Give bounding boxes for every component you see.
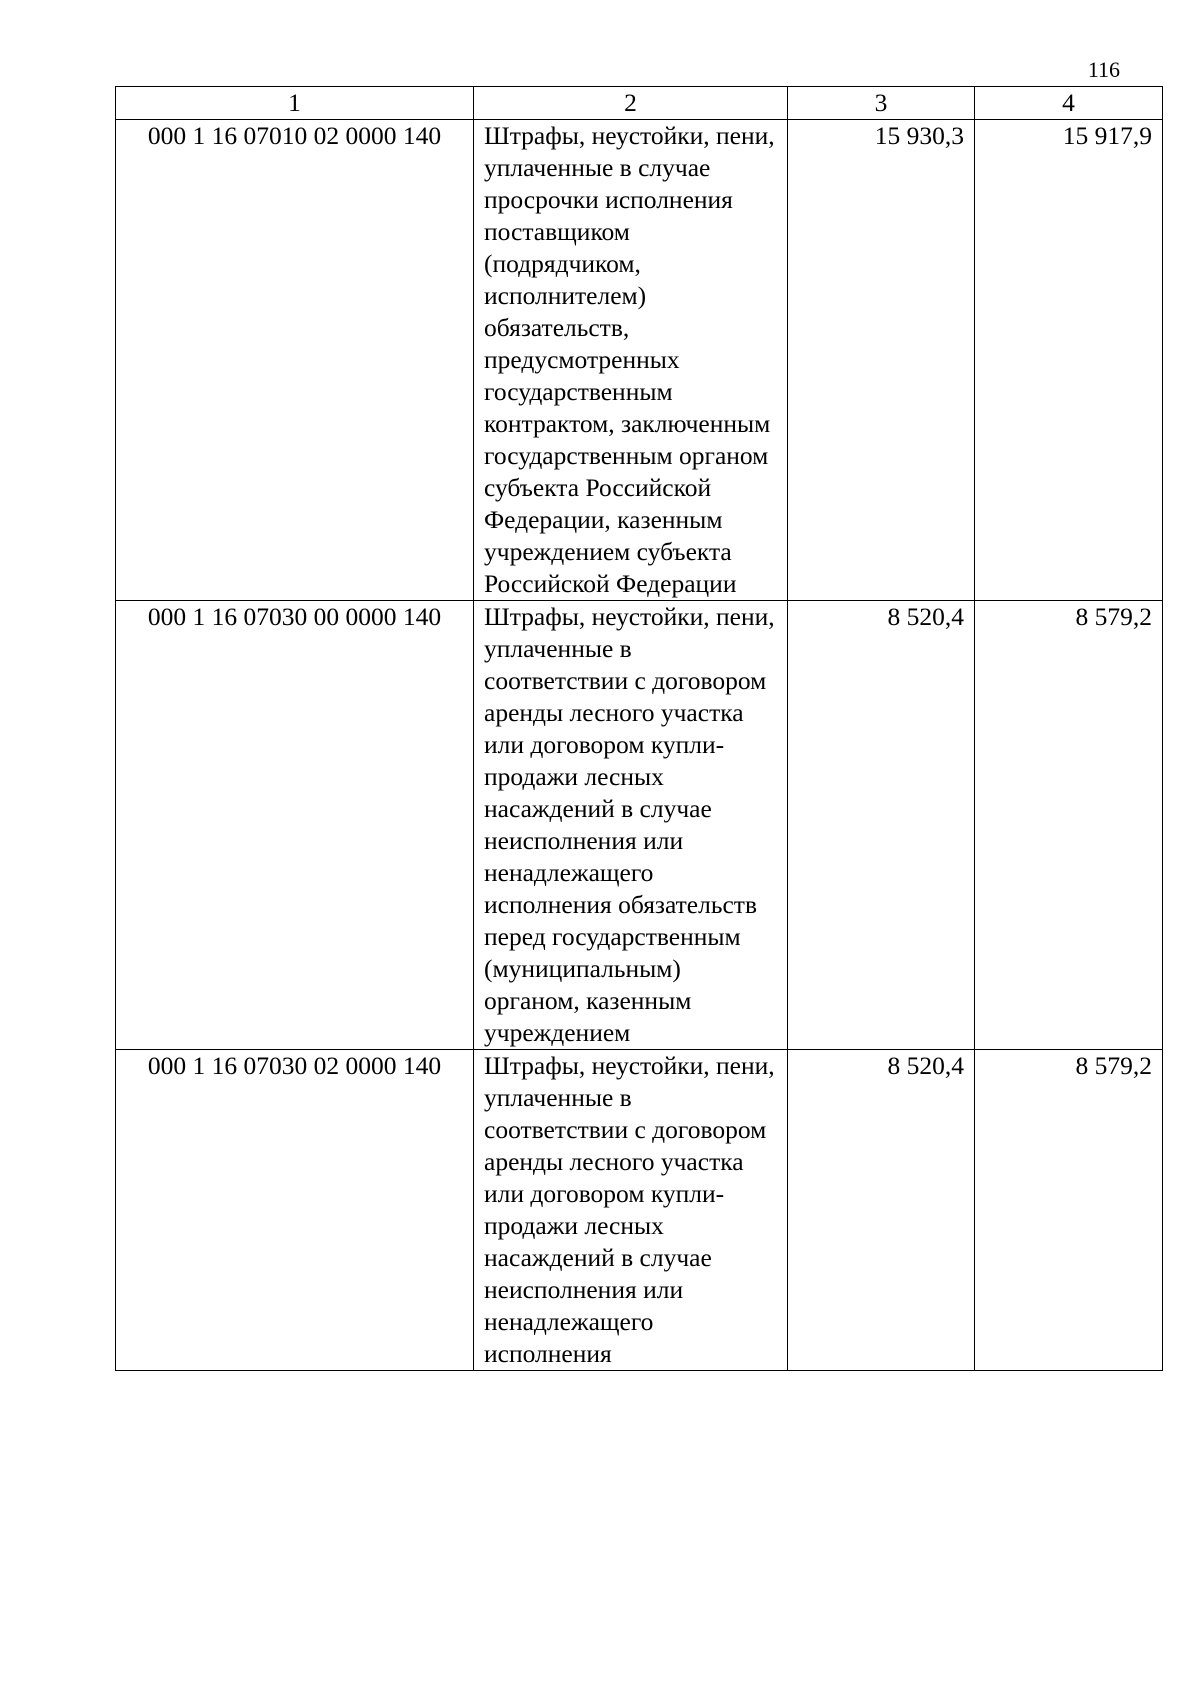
budget-table (115, 86, 1163, 1371)
income-name-cell: Штрафы, неустойки, пени, уплаченные в соответствии с договором аренды лесного участка или договором купли-продажи лесных насаждений в случае неисполнения или ненадлежащего исполнения обязательств перед государственным (муниципальным) органом, казенным учреждением (474, 601, 788, 1050)
table-row (116, 120, 1163, 601)
amount-col4-cell: 15 917,9 (975, 120, 1163, 601)
column-header-1: 1 (116, 87, 474, 120)
column-header-2: 2 (474, 87, 788, 120)
column-header-4: 4 (975, 87, 1163, 120)
amount-col3-cell: 8 520,4 (788, 601, 975, 1050)
table-row (116, 1050, 1163, 1371)
income-name-cell: Штрафы, неустойки, пени, уплаченные в соответствии с договором аренды лесного участка или договором купли-продажи лесных насаждений в случае неисполнения или ненадлежащего исполнения (474, 1050, 788, 1371)
table-row (116, 601, 1163, 1050)
budget-code-cell: 000 1 16 07030 02 0000 140 (116, 1050, 474, 1371)
page-number: 116 (1087, 57, 1120, 82)
amount-col3-cell: 8 520,4 (788, 1050, 975, 1371)
budget-code-cell: 000 1 16 07030 00 0000 140 (116, 601, 474, 1050)
column-header-3: 3 (788, 87, 975, 120)
table-header-row (116, 87, 1163, 120)
amount-col4-cell: 8 579,2 (975, 1050, 1163, 1371)
amount-col3-cell: 15 930,3 (788, 120, 975, 601)
budget-code-cell: 000 1 16 07010 02 0000 140 (116, 120, 474, 601)
amount-col4-cell: 8 579,2 (975, 601, 1163, 1050)
income-name-cell: Штрафы, неустойки, пени, уплаченные в случае просрочки исполнения поставщиком (подрядчиком, исполнителем) обязательств, предусмотренных государственным контрактом, заключенным государственным органом субъекта Российской Федерации, казенным учреждением субъекта Российской Федерации (474, 120, 788, 601)
